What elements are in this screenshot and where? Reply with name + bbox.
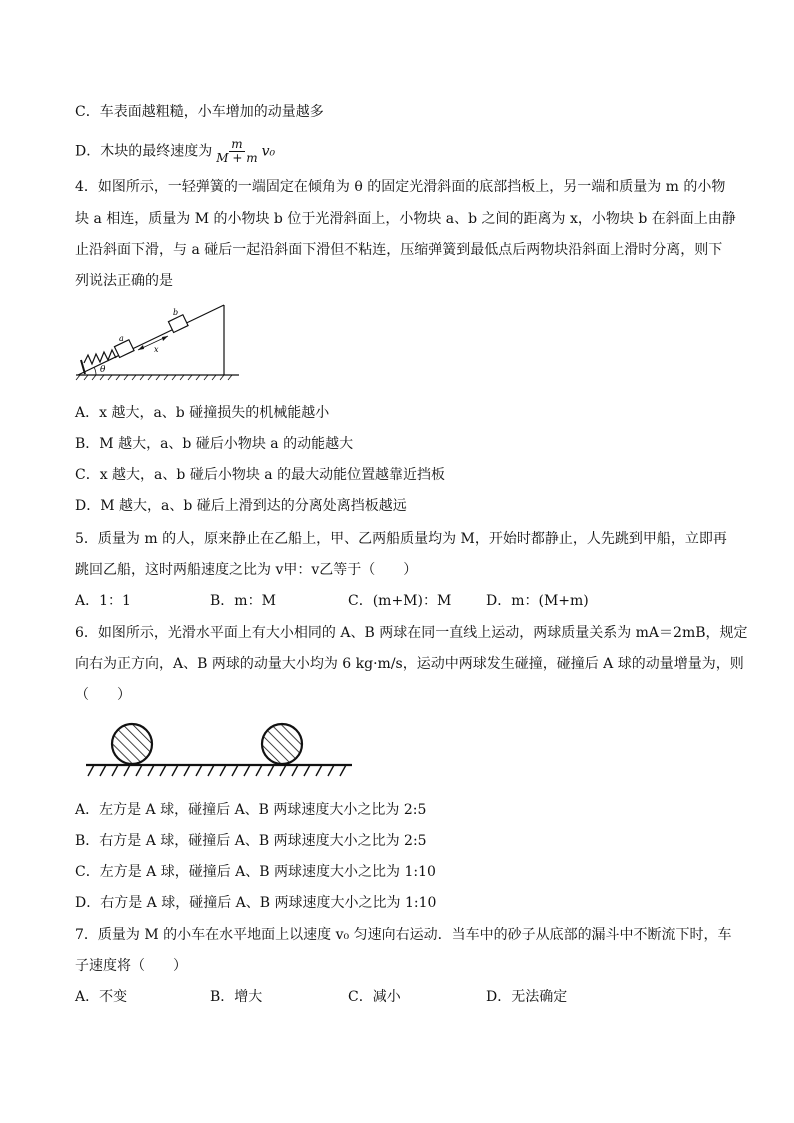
q3-frac-den: M + m bbox=[216, 151, 258, 165]
q3-option-d bbox=[75, 138, 275, 165]
q5-option-d: D．m：(M+m) bbox=[486, 593, 589, 609]
q4-fig-label-x: x bbox=[154, 345, 159, 354]
q6-option-d: D．右方是 A 球，碰撞后 A、B 两球速度大小之比为 1:10 bbox=[75, 895, 437, 911]
q6-ball-left bbox=[112, 724, 152, 764]
q6-option-c: C．左方是 A 球，碰撞后 A、B 两球速度大小之比为 1:10 bbox=[75, 864, 436, 880]
q7-option-b: B．增大 bbox=[210, 989, 263, 1005]
q7-option-d: D．无法确定 bbox=[486, 989, 568, 1005]
q7-option-a: A．不变 bbox=[75, 989, 128, 1005]
q3-frac-after: v₀ bbox=[261, 143, 276, 160]
q6-stem-line3: （ ） bbox=[75, 687, 131, 703]
q3-fraction bbox=[214, 138, 259, 165]
q6-balls-figure bbox=[84, 716, 356, 782]
q4-stem-line1: 4．如图所示，一轻弹簧的一端固定在倾角为 θ 的固定光滑斜面的底部挡板上，另一端和质量为 m 的小物 bbox=[75, 179, 726, 195]
q6-option-b: B．右方是 A 球，碰撞后 A、B 两球速度大小之比为 2:5 bbox=[75, 833, 427, 849]
q5-option-c: C．(m+M)：M bbox=[348, 593, 452, 609]
q4-stem-line4: 列说法正确的是 bbox=[75, 273, 173, 289]
q4-fig-label-a: a bbox=[119, 334, 124, 343]
q6-ball-right bbox=[262, 724, 302, 764]
q4-stem-line2: 块 a 相连，质量为 M 的小物块 b 位于光滑斜面上，小物块 a、b 之间的距离为 x，小物块 b 在斜面上由静 bbox=[75, 211, 736, 227]
q4-option-b: B．M 越大，a、b 碰后小物块 a 的动能越大 bbox=[75, 436, 354, 452]
q4-option-a: A．x 越大，a、b 碰撞损失的机械能越小 bbox=[75, 405, 330, 421]
q4-stem-line3: 止沿斜面下滑，与 a 碰后一起沿斜面下滑但不粘连，压缩弹簧到最低点后两物块沿斜面上滑时分离，则下 bbox=[75, 242, 723, 258]
q5-option-a: A．1：1 bbox=[75, 593, 131, 609]
q6-option-a: A．左方是 A 球，碰撞后 A、B 两球速度大小之比为 2:5 bbox=[75, 802, 427, 818]
q6-stem-line1: 6．如图所示，光滑水平面上有大小相同的 A、B 两球在同一直线上运动，两球质量关系为 mA＝2mB，规定 bbox=[75, 625, 748, 641]
q4-incline-figure bbox=[74, 300, 244, 382]
q3-frac-num: m bbox=[231, 137, 243, 151]
q5-stem-line1: 5．质量为 m 的人，原来静止在乙船上，甲、乙两船质量均为 M，开始时都静止，人先跳到甲船，立即再 bbox=[75, 531, 727, 547]
q6-stem-line2: 向右为正方向，A、B 两球的动量大小均为 6 kg·m/s，运动中两球发生碰撞，碰撞后 A 球的动量增量为，则 bbox=[75, 656, 744, 672]
q4-fig-label-b: b bbox=[173, 308, 179, 317]
q3-option-d-prefix: D．木块的最终速度为 bbox=[75, 143, 213, 160]
q7-stem-line2: 子速度将（ ） bbox=[75, 958, 187, 974]
q3-option-c: C．车表面越粗糙，小车增加的动量越多 bbox=[75, 104, 324, 120]
q7-stem-line1: 7．质量为 M 的小车在水平地面上以速度 v₀ 匀速向右运动．当车中的砂子从底部的漏斗中不断流下时，车 bbox=[75, 927, 732, 943]
q4-option-c: C．x 越大，a、b 碰后小物块 a 的最大动能位置越靠近挡板 bbox=[75, 467, 446, 483]
q4-option-d: D．M 越大，a、b 碰后上滑到达的分离处离挡板越远 bbox=[75, 498, 407, 514]
q5-option-b: B．m：M bbox=[210, 593, 276, 609]
q7-option-c: C．减小 bbox=[348, 989, 401, 1005]
q4-fig-label-theta: θ bbox=[100, 365, 106, 375]
q5-stem-line2: 跳回乙船，这时两船速度之比为 v甲：v乙等于（ ） bbox=[75, 562, 418, 578]
